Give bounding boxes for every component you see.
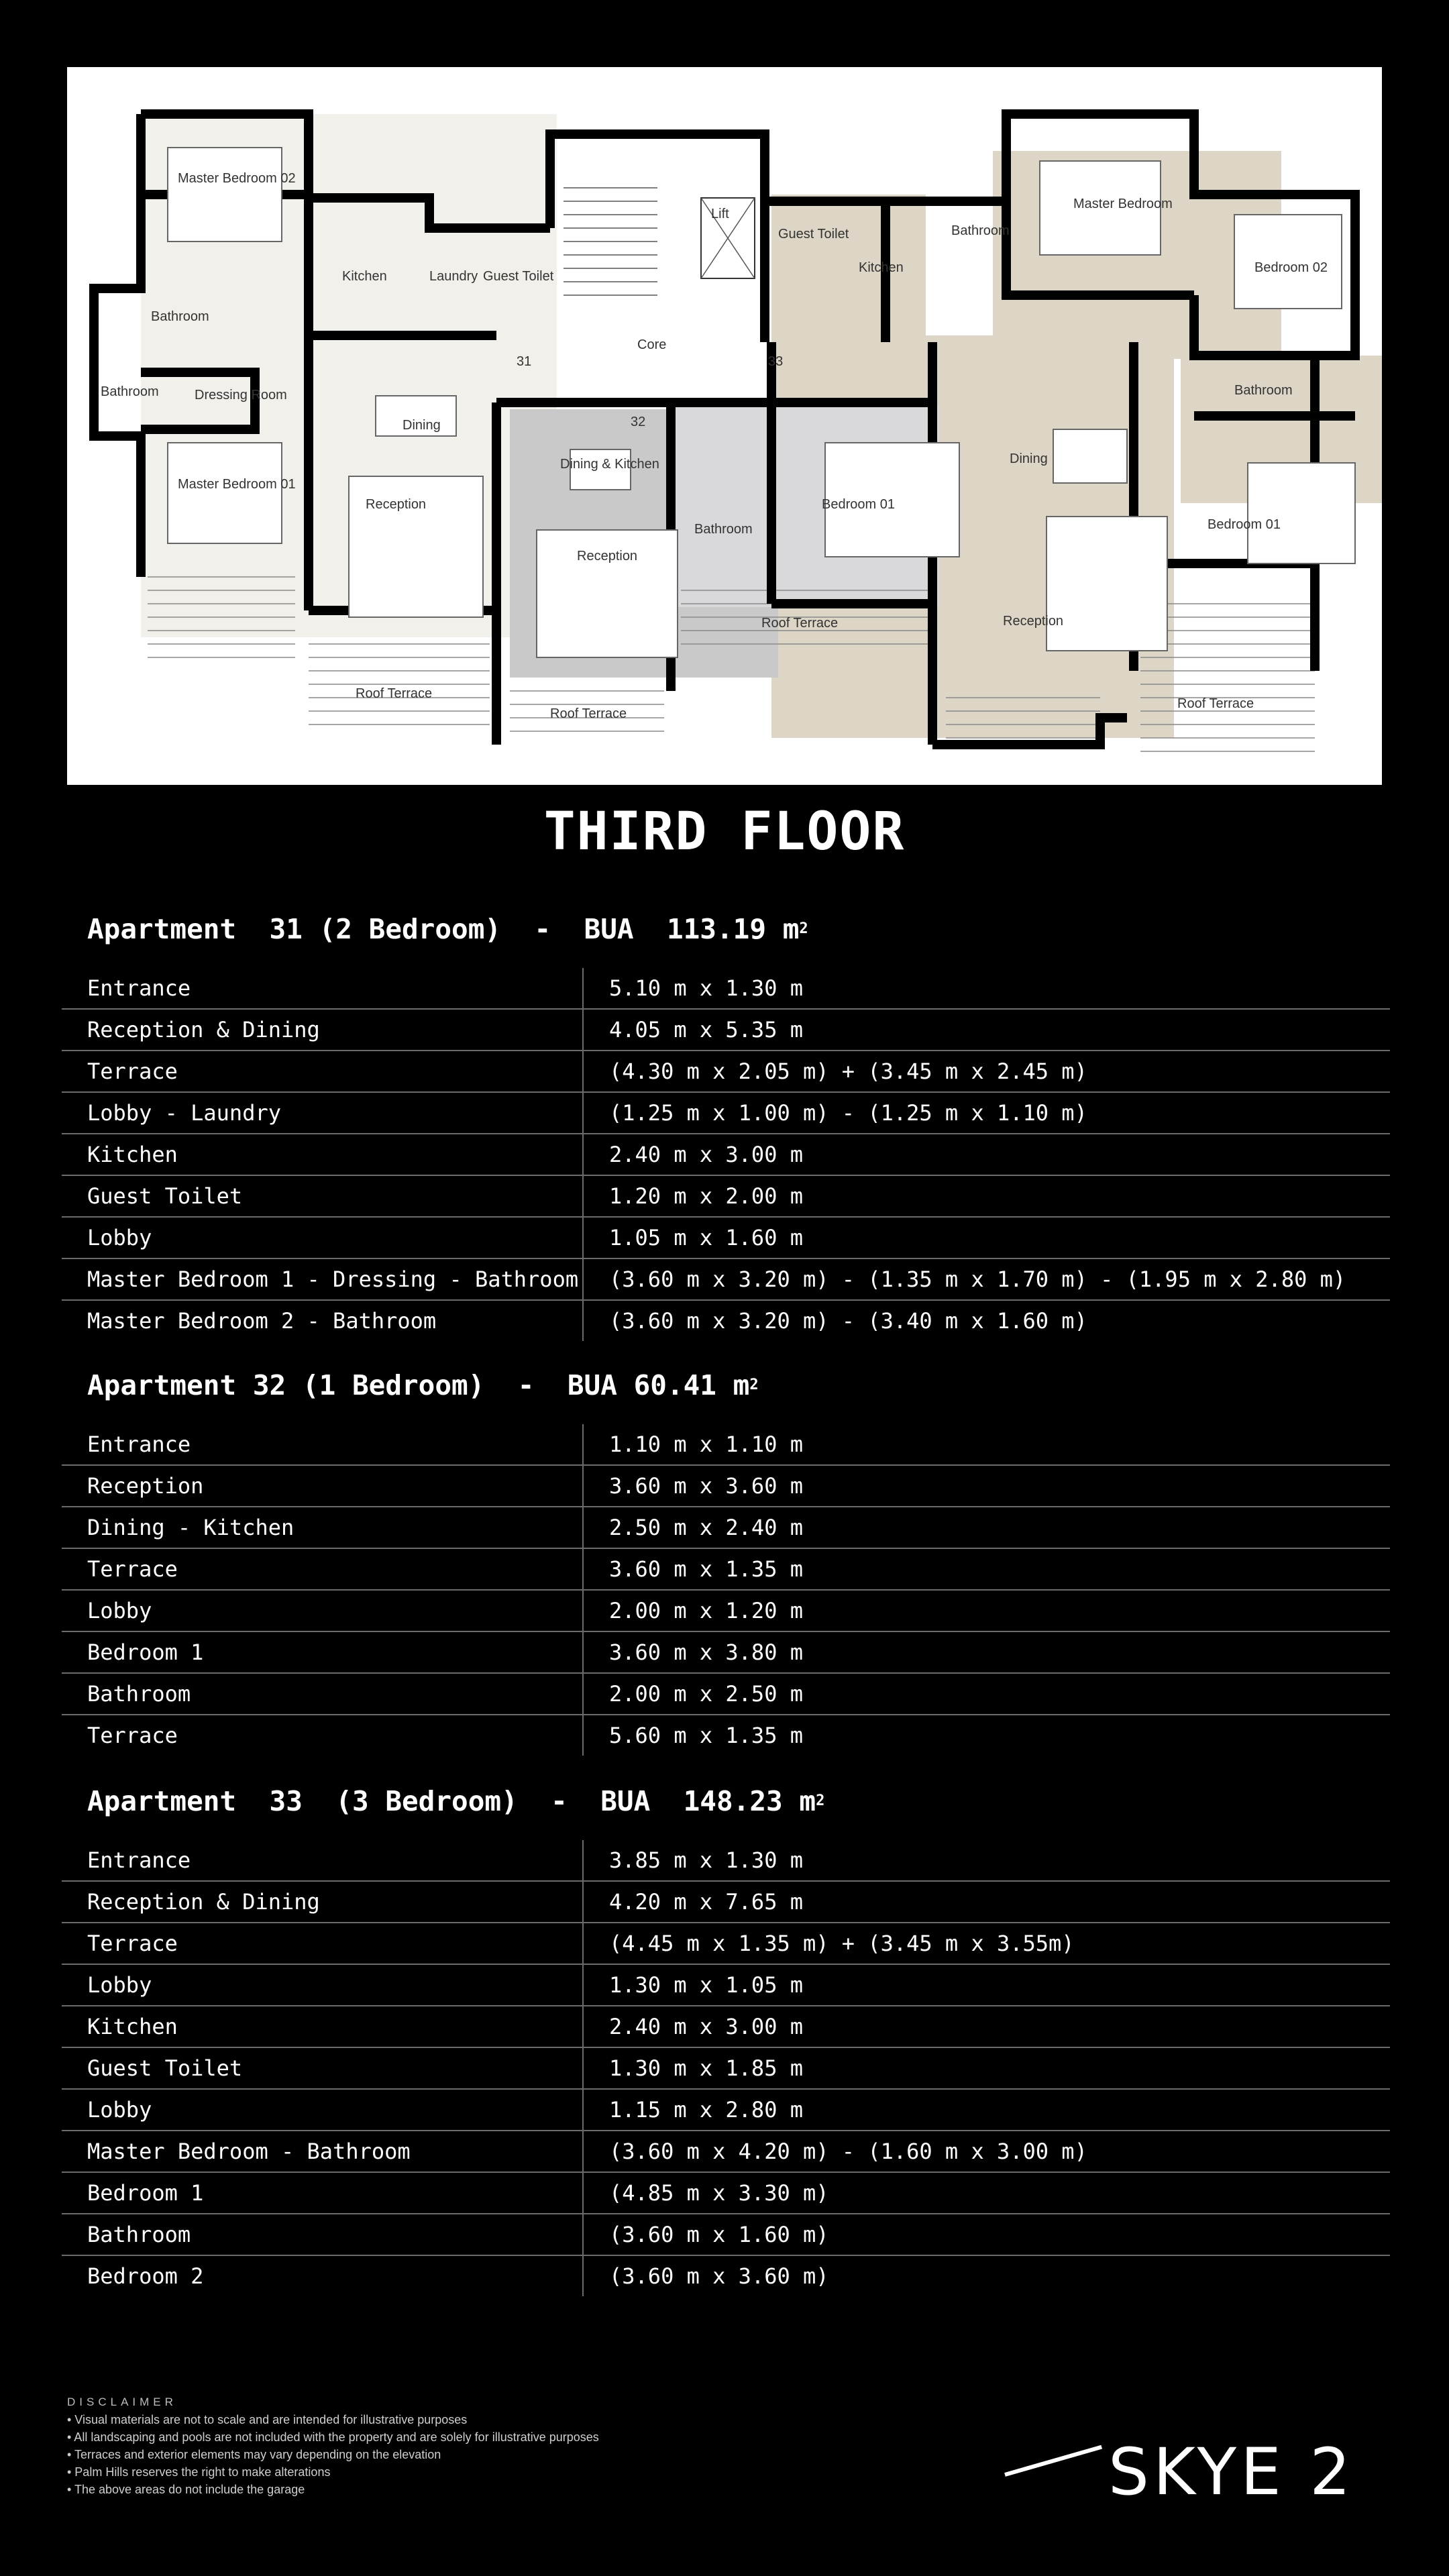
room-dimensions: 3.60 m x 1.35 m (609, 1556, 803, 1582)
table-row (62, 1549, 1390, 1591)
table-row (62, 1840, 1390, 1882)
room-name: Bedroom 1 (62, 2173, 584, 2213)
plan-label: Master Bedroom (1073, 197, 1173, 211)
room-dimensions: (3.60 m x 3.60 m) (609, 2263, 829, 2289)
room-dimensions: 1.05 m x 1.60 m (609, 1225, 803, 1250)
apartment-title: Apartment 31 (2 Bedroom) - BUA 113.19 $m^2$ (87, 913, 808, 945)
room-dimensions: (4.30 m x 2.05 m) + (3.45 m x 2.45 m) (609, 1059, 1087, 1084)
apartment-31-section (62, 909, 1390, 1341)
area-table (62, 1840, 1390, 2296)
table-row (62, 1882, 1390, 1923)
table-row (62, 1010, 1390, 1051)
table-row (62, 1424, 1390, 1466)
room-dimensions: 1.20 m x 2.00 m (609, 1183, 803, 1209)
room-dimensions: 1.10 m x 1.10 m (609, 1432, 803, 1457)
plan-label: Dining & Kitchen (560, 457, 659, 472)
plan-label: Bathroom (1234, 383, 1293, 398)
room-name: Guest Toilet (62, 2048, 584, 2088)
room-name: Terrace (62, 1051, 584, 1091)
logo-text: SKYE 2 (1108, 2434, 1355, 2510)
disclaimer-item: • The above areas do not include the garage (67, 2483, 305, 2496)
table-row (62, 1093, 1390, 1134)
plan-label: Bedroom 01 (822, 497, 895, 512)
room-name: Terrace (62, 1715, 584, 1756)
table-row (62, 1218, 1390, 1259)
room-dimensions: (4.85 m x 3.30 m) (609, 2180, 829, 2206)
apartment-title: Apartment 33 (3 Bedroom) - BUA 148.23 $m^2$ (87, 1785, 825, 1817)
plan-label: Roof Terrace (550, 706, 627, 721)
plan-label: Guest Toilet (483, 269, 554, 284)
table-row (62, 2214, 1390, 2256)
room-dimensions: (3.60 m x 3.20 m) - (1.35 m x 1.70 m) - (1.95 m x 2.80 m) (609, 1267, 1346, 1292)
room-name: Master Bedroom 1 - Dressing - Bathroom (62, 1259, 584, 1299)
room-dimensions: 4.05 m x 5.35 m (609, 1017, 803, 1042)
area-table (62, 1424, 1390, 1756)
room-dimensions: 3.85 m x 1.30 m (609, 1847, 803, 1873)
disclaimer-item: • Visual materials are not to scale and are intended for illustrative purposes (67, 2413, 468, 2426)
logo-stroke-icon (1004, 2445, 1102, 2477)
plan-label: Bathroom (101, 384, 159, 399)
table-row (62, 2048, 1390, 2090)
disclaimer (67, 2394, 599, 2498)
room-dimensions: 2.50 m x 2.40 m (609, 1515, 803, 1540)
room-dimensions: 5.60 m x 1.35 m (609, 1723, 803, 1748)
brand-logo (1000, 2435, 1355, 2509)
plan-label: Guest Toilet (778, 227, 849, 241)
table-row (62, 1051, 1390, 1093)
plan-label: Reception (1003, 614, 1064, 629)
plan-label: Roof Terrace (1177, 696, 1254, 711)
disclaimer-item: • All landscaping and pools are not included with the property and are solely for illustrative purposes (67, 2430, 599, 2444)
room-name: Lobby (62, 1218, 584, 1258)
room-name: Dining - Kitchen (62, 1507, 584, 1548)
room-name: Kitchen (62, 1134, 584, 1175)
table-row (62, 1715, 1390, 1756)
room-name: Reception (62, 1466, 584, 1506)
room-name: Lobby (62, 1965, 584, 2005)
plan-label: Core (637, 337, 667, 352)
plan-label: Roof Terrace (761, 616, 839, 631)
table-row (62, 1923, 1390, 1965)
room-name: Lobby - Laundry (62, 1093, 584, 1133)
disclaimer-item: • Terraces and exterior elements may vary depending on the elevation (67, 2448, 441, 2461)
room-dimensions: 2.40 m x 3.00 m (609, 1142, 803, 1167)
room-name: Reception & Dining (62, 1882, 584, 1922)
room-dimensions: 4.20 m x 7.65 m (609, 1889, 803, 1915)
plan-label: Kitchen (342, 269, 387, 284)
table-row (62, 2173, 1390, 2214)
table-row (62, 1259, 1390, 1301)
room-dimensions: 2.00 m x 1.20 m (609, 1598, 803, 1623)
plan-label: 32 (631, 415, 646, 429)
table-row (62, 2006, 1390, 2048)
plan-label: Bathroom (694, 522, 753, 537)
table-row (62, 1591, 1390, 1632)
room-name: Entrance (62, 1424, 584, 1464)
disclaimer-item: • Palm Hills reserves the right to make alterations (67, 2465, 331, 2479)
room-dimensions: 3.60 m x 3.80 m (609, 1640, 803, 1665)
table-row (62, 1632, 1390, 1674)
plan-label: Kitchen (859, 260, 904, 275)
plan-label: Bedroom 02 (1254, 260, 1328, 275)
plan-label: 31 (517, 354, 532, 369)
room-name: Bedroom 1 (62, 1632, 584, 1672)
table-row (62, 1965, 1390, 2006)
plan-label: Reception (577, 549, 638, 564)
disclaimer-heading: DISCLAIMER (67, 2396, 177, 2408)
room-dimensions: (1.25 m x 1.00 m) - (1.25 m x 1.10 m) (609, 1100, 1087, 1126)
room-name: Entrance (62, 968, 584, 1008)
plan-label: Dressing Room (195, 388, 287, 402)
plan-label: Bathroom (951, 223, 1010, 238)
table-row (62, 1466, 1390, 1507)
room-dimensions: (3.60 m x 1.60 m) (609, 2222, 829, 2247)
room-name: Terrace (62, 1549, 584, 1589)
room-name: Kitchen (62, 2006, 584, 2047)
table-row (62, 1507, 1390, 1549)
room-name: Guest Toilet (62, 1176, 584, 1216)
room-name: Lobby (62, 2090, 584, 2130)
area-table (62, 968, 1390, 1341)
table-row (62, 968, 1390, 1010)
table-row (62, 2256, 1390, 2296)
room-dimensions: 1.30 m x 1.05 m (609, 1972, 803, 1998)
table-row (62, 1301, 1390, 1341)
room-name: Bathroom (62, 2214, 584, 2255)
table-row (62, 1176, 1390, 1218)
room-dimensions: (3.60 m x 3.20 m) - (3.40 m x 1.60 m) (609, 1308, 1087, 1334)
plan-label: Laundry (429, 269, 478, 284)
apartment-33-section (62, 1781, 1390, 2296)
room-dimensions: (3.60 m x 4.20 m) - (1.60 m x 3.00 m) (609, 2139, 1087, 2164)
room-name: Reception & Dining (62, 1010, 584, 1050)
room-dimensions: 5.10 m x 1.30 m (609, 975, 803, 1001)
room-name: Entrance (62, 1840, 584, 1880)
room-dimensions: 1.15 m x 2.80 m (609, 2097, 803, 2123)
plan-label: Reception (366, 497, 427, 512)
room-name: Terrace (62, 1923, 584, 1964)
plan-label: Bedroom 01 (1208, 517, 1281, 532)
room-name: Lobby (62, 1591, 584, 1631)
room-name: Master Bedroom - Bathroom (62, 2131, 584, 2171)
plan-label: Roof Terrace (356, 686, 433, 701)
table-row (62, 1134, 1390, 1176)
floor-plan (67, 67, 1382, 785)
room-dimensions: 2.40 m x 3.00 m (609, 2014, 803, 2039)
room-dimensions: (4.45 m x 1.35 m) + (3.45 m x 3.55m) (609, 1931, 1075, 1956)
plan-label: 33 (768, 354, 784, 369)
room-name: Bedroom 2 (62, 2256, 584, 2296)
room-name: Master Bedroom 2 - Bathroom (62, 1301, 584, 1341)
plan-label: Master Bedroom 02 (178, 171, 296, 186)
room-dimensions: 3.60 m x 3.60 m (609, 1473, 803, 1499)
room-name: Bathroom (62, 1674, 584, 1714)
table-row (62, 2090, 1390, 2131)
floor-title: THIRD FLOOR (543, 802, 906, 862)
table-row (62, 2131, 1390, 2173)
floor-plan-drawing (67, 67, 1382, 785)
room-dimensions: 1.30 m x 1.85 m (609, 2055, 803, 2081)
plan-label: Lift (711, 207, 729, 221)
apartment-title: Apartment 32 (1 Bedroom) - BUA 60.41 $m^2$ (87, 1369, 759, 1401)
plan-label: Master Bedroom 01 (178, 477, 296, 492)
table-row (62, 1674, 1390, 1715)
plan-label: Dining (1010, 451, 1048, 466)
apartment-32-section (62, 1365, 1390, 1756)
plan-label: Dining (402, 418, 441, 433)
plan-label: Bathroom (151, 309, 209, 324)
room-dimensions: 2.00 m x 2.50 m (609, 1681, 803, 1707)
